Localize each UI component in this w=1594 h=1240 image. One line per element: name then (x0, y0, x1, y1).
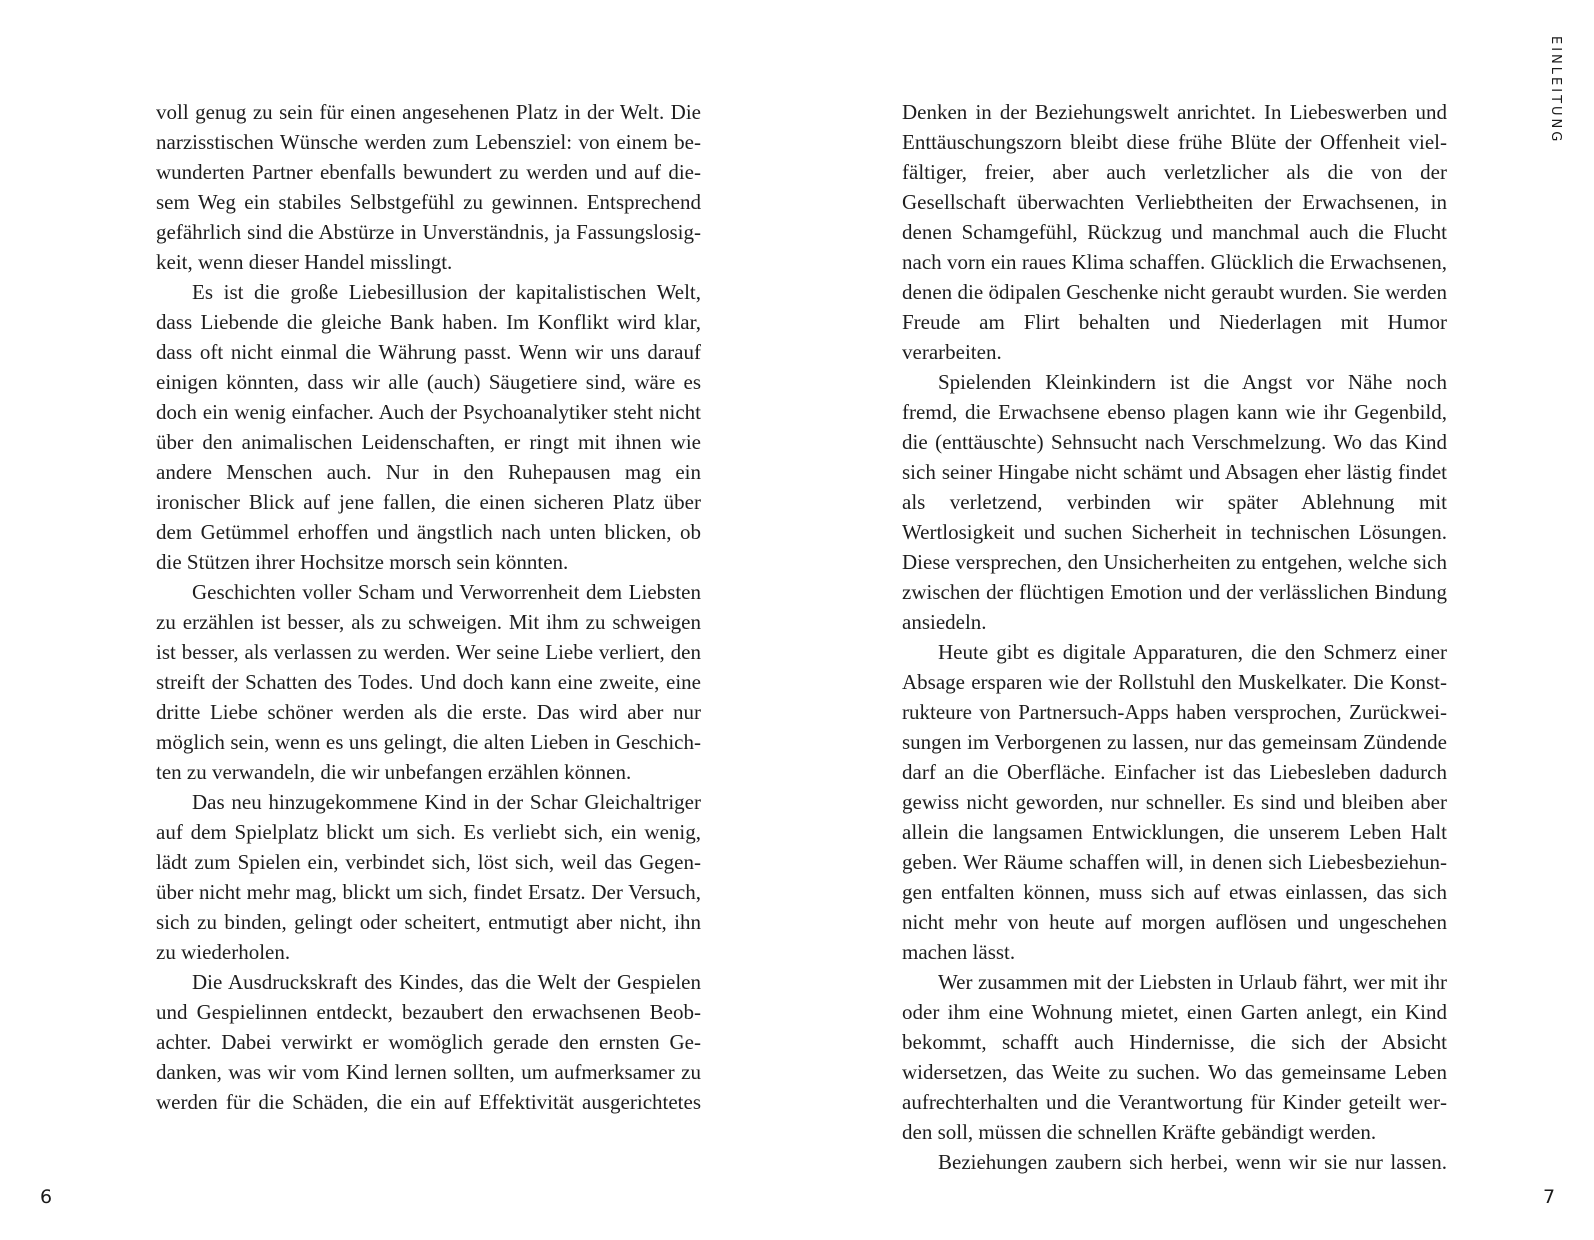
left-paragraph-2: Es ist die große Liebesillusion der kapitalistischen Welt, dass Liebende die gleiche Bank haben. Im Konflikt wird klar, dass oft nicht einmal die Währung passt. Wenn wir uns darauf einigen könnten, dass wir alle (auch) Säugetiere sind, wäre es doch ein wenig einfacher. Auch der Psychoanalytiker steht nicht über den animalischen Leidenschaften, er ringt mit ihnen wie andere Menschen auch. Nur in den Ruhepausen mag ein ironischer Blick auf jene fallen, die einen sicheren Platz über dem Getümmel erhoffen und ängstlich nach unten blicken, ob die Stützen ihrer Hochsitze morsch sein könnten. (156, 280, 701, 574)
left-paragraph-3: Geschichten voller Scham und Verworrenheit dem Liebsten zu erzählen ist besser, als zu schweigen. Mit ihm zu schweigen ist besser, als verlassen zu werden. Wer seine Liebe verliert, den streift der Schatten des Todes. Und doch kann eine zweite, eine dritte Liebe schöner werden als die erste. Das wird aber nur möglich sein, wenn es uns gelingt, die alten Lieben in Geschichten zu verwandeln, die wir unbefangen erzählen können. (156, 580, 701, 784)
page-number-right: 7 (1543, 1186, 1556, 1208)
right-page-text-column (902, 97, 1447, 1177)
running-head: EINLEITUNG (1548, 36, 1563, 145)
right-paragraph-2: Spielenden Kleinkindern ist die Angst vor Nähe noch fremd, die Erwachsene ebenso plagen kann wie ihr Gegenbild, die (enttäuschte) Sehnsucht nach Verschmelzung. Wo das Kind sich seiner Hingabe nicht schämt und Absagen eher lästig findet als verletzend, verbinden wir später Ablehnung mit Wertlosigkeit und suchen Sicherheit in technischen Lösungen. Diese versprechen, den Unsicherheiten zu entgehen, welche sich zwischen der flüchtigen Emotion und der verlässlichen Bindung ansiedeln. (902, 370, 1447, 634)
left-paragraph-5: Die Ausdruckskraft des Kindes, das die Welt der Gespielen und Gespielinnen entdeckt, bezaubert den erwachsenen Beobachter. Dabei verwirkt er womöglich gerade den ernsten Gedanken, was wir vom Kind lernen sollten, um aufmerksamer zu werden für die Schäden, die ein auf Effektivität ausgerichtetes (156, 970, 701, 1114)
left-page-text-column (156, 97, 701, 1117)
left-paragraph-4: Das neu hinzugekommene Kind in der Schar Gleichaltriger auf dem Spielplatz blickt um sich. Es verliebt sich, ein wenig, lädt zum Spielen ein, verbindet sich, löst sich, weil das Gegenüber nicht mehr mag, blickt um sich, findet Ersatz. Der Versuch, sich zu binden, gelingt oder scheitert, entmutigt aber nicht, ihn zu wiederholen. (156, 790, 701, 964)
right-paragraph-5: Beziehungen zaubern sich herbei, wenn wir sie nur lassen. (938, 1150, 1447, 1174)
page-number-left: 6 (40, 1186, 53, 1208)
right-paragraph-4: Wer zusammen mit der Liebsten in Urlaub fährt, wer mit ihr oder ihm eine Wohnung mietet, einen Garten anlegt, ein Kind bekommt, schafft auch Hindernisse, die sich der Absicht widersetzen, das Weite zu suchen. Wo das gemeinsame Leben aufrechterhalten und die Verantwortung für Kinder geteilt werden soll, müssen die schnellen Kräfte gebändigt werden. (902, 970, 1447, 1144)
left-paragraph-1: voll genug zu sein für einen angesehenen Platz in der Welt. Die narzisstischen Wünsche werden zum Lebensziel: von einem bewunderten Partner ebenfalls bewundert zu werden und auf diesem Weg ein stabiles Selbstgefühl zu gewinnen. Entsprechend gefährlich sind die Abstürze in Unverständnis, ja Fassungslosigkeit, wenn dieser Handel misslingt. (156, 100, 701, 274)
right-paragraph-3: Heute gibt es digitale Apparaturen, die den Schmerz einer Absage ersparen wie der Rollstuhl den Muskelkater. Die Konstrukteure von Partnersuch-Apps haben versprochen, Zurückweisungen im Verborgenen zu lassen, nur das gemeinsam Zündende darf an die Oberfläche. Einfacher ist das Liebesleben dadurch gewiss nicht geworden, nur schneller. Es sind und bleiben aber allein die langsamen Entwicklungen, die unserem Leben Halt geben. Wer Räume schaffen will, in denen sich Liebesbeziehungen entfalten können, muss sich auf etwas einlassen, das sich nicht mehr von heute auf morgen auflösen und ungeschehen machen lässt. (902, 640, 1447, 964)
right-paragraph-1: Denken in der Beziehungswelt anrichtet. In Liebeswerben und Enttäuschungszorn bleibt diese frühe Blüte der Offenheit vielfältiger, freier, aber auch verletzlicher als die von der Gesellschaft überwachten Verliebtheiten der Erwachsenen, in denen Schamgefühl, Rückzug und manchmal auch die Flucht nach vorn ein raues Klima schaffen. Glücklich die Erwachsenen, denen die ödipalen Geschenke nicht geraubt wurden. Sie werden Freude am Flirt behalten und Niederlagen mit Humor verarbeiten. (902, 100, 1447, 364)
